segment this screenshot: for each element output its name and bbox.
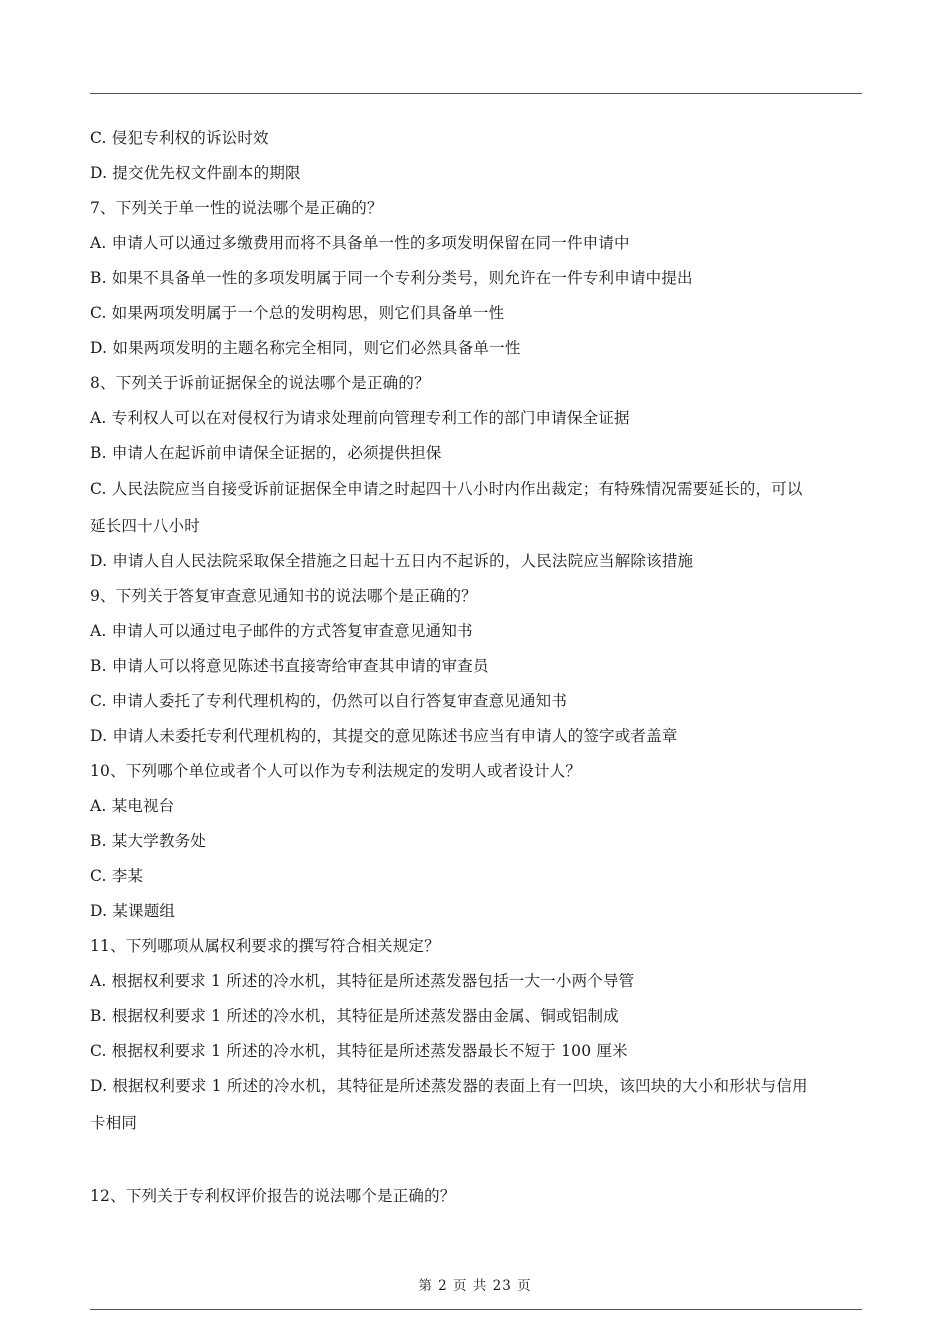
text-line: C. 申请人委托了专利代理机构的，仍然可以自行答复审查意见通知书: [90, 692, 568, 710]
text-line: A. 专利权人可以在对侵权行为请求处理前向管理专利工作的部门申请保全证据: [90, 409, 630, 427]
text-line: D. 申请人自人民法院采取保全措施之日起十五日内不起诉的，人民法院应当解除该措施: [90, 552, 694, 570]
text-line: A. 申请人可以通过电子邮件的方式答复审查意见通知书: [90, 622, 473, 640]
text-line: B. 某大学教务处: [90, 832, 207, 850]
question-heading: 11、下列哪项从属权利要求的撰写符合相关规定？: [90, 937, 440, 955]
text-line: B. 根据权利要求 1 所述的冷水机，其特征是所述蒸发器由金属、铜或铝制成: [90, 1007, 619, 1025]
text-line: C. 李某: [90, 867, 144, 885]
text-line: 卡相同: [90, 1114, 138, 1132]
text-line: D. 申请人未委托专利代理机构的，其提交的意见陈述书应当有申请人的签字或者盖章: [90, 727, 678, 745]
text-line: B. 申请人在起诉前申请保全证据的，必须提供担保: [90, 444, 442, 462]
text-line: C. 侵犯专利权的诉讼时效: [90, 129, 269, 147]
question-heading: 12、下列关于专利权评价报告的说法哪个是正确的？: [90, 1187, 456, 1205]
text-line: B. 申请人可以将意见陈述书直接寄给审查其申请的审查员: [90, 657, 489, 675]
question-heading: 8、下列关于诉前证据保全的说法哪个是正确的？: [90, 374, 430, 392]
question-heading: 10、下列哪个单位或者个人可以作为专利法规定的发明人或者设计人？: [90, 762, 582, 780]
text-line: C. 人民法院应当自接受诉前证据保全申请之时起四十八小时内作出裁定；有特殊情况需要延长的，可以: [90, 480, 803, 498]
header-rule: [90, 93, 862, 94]
page-number: 第 2 页 共 23 页: [418, 1278, 532, 1294]
question-heading: 9、下列关于答复审查意见通知书的说法哪个是正确的？: [90, 587, 477, 605]
text-line: 延长四十八小时: [90, 517, 200, 535]
text-line: C. 根据权利要求 1 所述的冷水机，其特征是所述蒸发器最长不短于 100 厘米: [90, 1042, 628, 1060]
text-line: D. 如果两项发明的主题名称完全相同，则它们必然具备单一性: [90, 339, 521, 357]
text-line: B. 如果不具备单一性的多项发明属于同一个专利分类号，则允许在一件专利申请中提出: [90, 269, 693, 287]
question-heading: 7、下列关于单一性的说法哪个是正确的？: [90, 199, 383, 217]
text-line: A. 申请人可以通过多缴费用而将不具备单一性的多项发明保留在同一件申请中: [90, 234, 630, 252]
text-line: D. 某课题组: [90, 902, 176, 920]
text-line: A. 根据权利要求 1 所述的冷水机，其特征是所述蒸发器包括一大一小两个导管: [90, 972, 635, 990]
text-line: C. 如果两项发明属于一个总的发明构思，则它们具备单一性: [90, 304, 505, 322]
text-line: A. 某电视台: [90, 797, 175, 815]
text-line: D. 提交优先权文件副本的期限: [90, 164, 301, 182]
footer-rule: [90, 1309, 862, 1310]
text-line: D. 根据权利要求 1 所述的冷水机，其特征是所述蒸发器的表面上有一凹块，该凹块的大小和形状与信用: [90, 1077, 808, 1095]
